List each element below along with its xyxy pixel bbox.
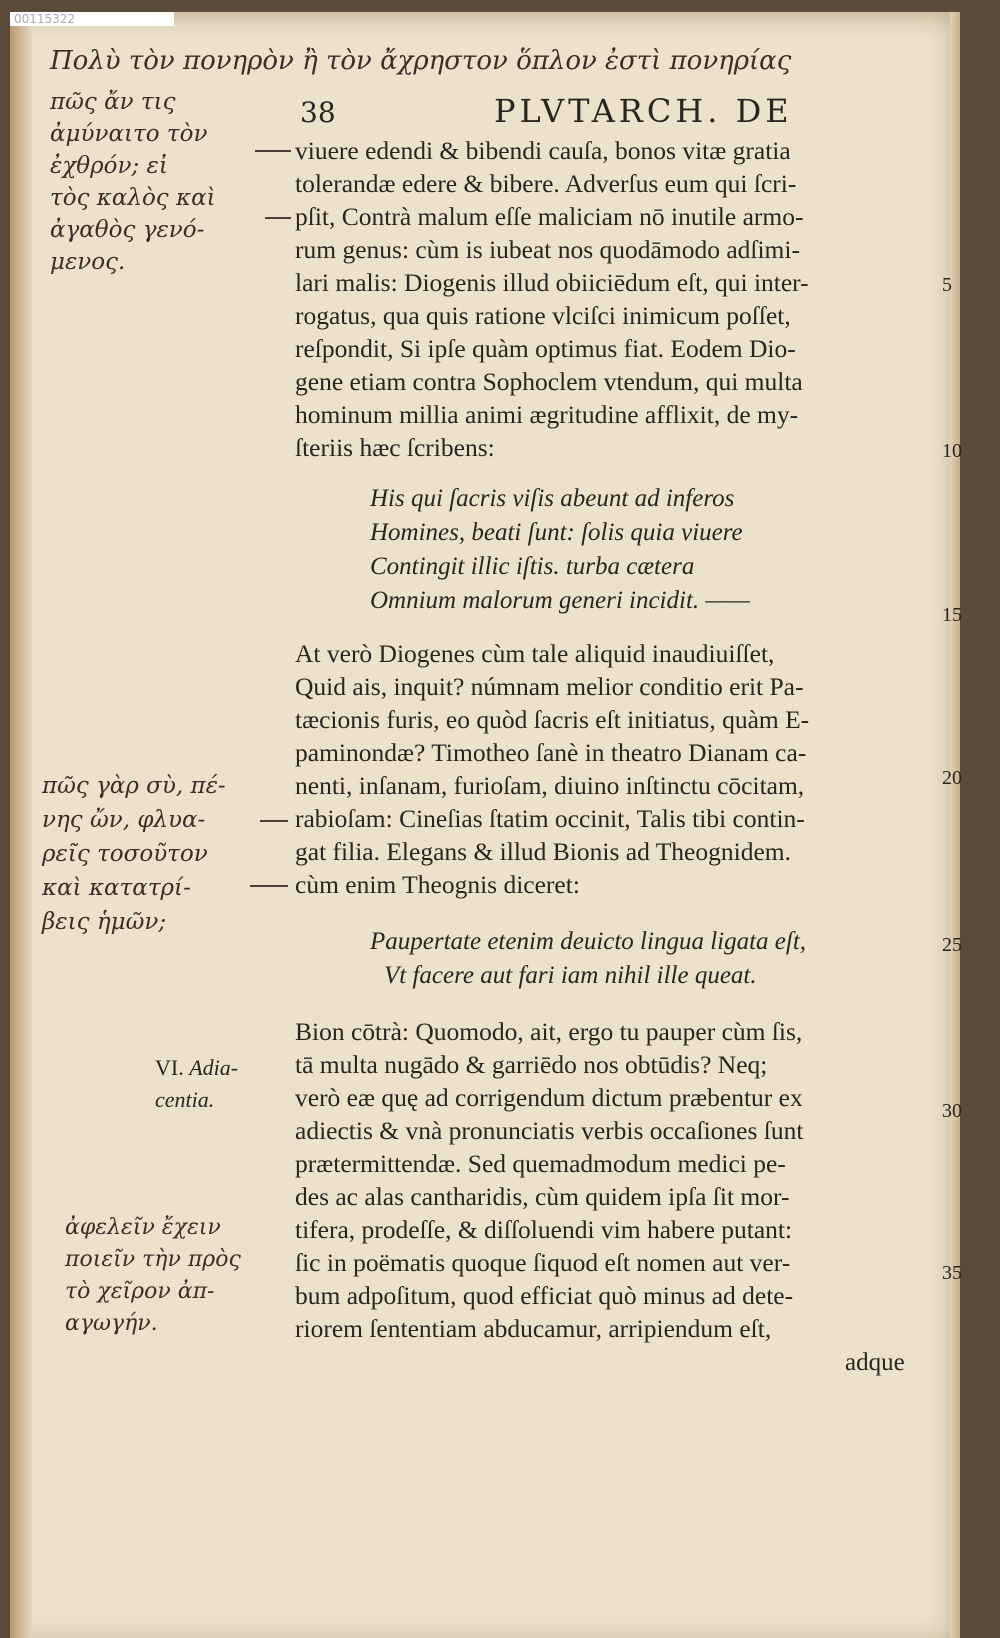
manuscript-note-left-3 [65, 1212, 241, 1340]
page-edge [950, 12, 960, 1638]
text-line: hominum millia animi ægritudine afflixit, de my- [295, 400, 799, 429]
note-line: ἀμύναιτο τὸν [50, 121, 208, 147]
text-line: gene etiam contra Sophoclem vtendum, qui multa [295, 367, 803, 396]
note-line: τὸ χεῖρον ἀπ- [65, 1279, 215, 1304]
note-line: μενος. [50, 249, 126, 275]
paragraph-2 [295, 637, 940, 901]
book-page [10, 12, 960, 1638]
note-line: ἀγαθὸς γενό- [50, 217, 205, 243]
text-line: nenti, inſanam, furioſam, diuino inſtinctu cōcitam, [295, 771, 805, 800]
text-line: Bion cōtrà: Quomodo, ait, ergo tu pauper cùm ſis, [295, 1017, 803, 1046]
paragraph-1 [295, 134, 940, 464]
verse-quotation-2 [370, 925, 806, 993]
text-line: gat filia. Elegans & illud Bionis ad Theognidem. [295, 837, 791, 866]
running-head: PLVTARCH. DE [494, 92, 793, 130]
manuscript-note-left-2 [42, 769, 226, 939]
verse-line: Paupertate etenim deuicto lingua ligata eſt, [370, 928, 807, 955]
verse-line: His qui ſacris viſis abeunt ad inferos [370, 485, 735, 512]
note-line: αγωγήν. [65, 1311, 158, 1336]
catalog-label: 00115322 [10, 12, 174, 26]
line-number: 35 [942, 1262, 962, 1284]
catchword: adque [845, 1349, 905, 1376]
text-line: Quid ais, inquit? númnam melior conditio erit Pa- [295, 672, 804, 701]
text-line: verò eæ quę ad corrigendum dictum præbentur ex [295, 1083, 803, 1112]
side-heading-label-a: Adia- [189, 1055, 239, 1080]
text-line: bum adpoſitum, quod efficiat quò minus ad dete- [295, 1281, 794, 1310]
note-line: τὸς καλὸς καὶ [50, 185, 216, 211]
side-heading-label-b: centia. [155, 1087, 215, 1112]
text-line: rogatus, qua quis ratione vlciſci inimicum poſſet, [295, 301, 791, 330]
line-number: 5 [942, 274, 952, 296]
note-line: ποιεῖν τὴν πρὸς [65, 1247, 241, 1272]
text-line: paminondæ? Timotheo ſanè in theatro Dianam ca- [295, 738, 807, 767]
text-line: pſit, Contrà malum eſſe maliciam nō inutile armo- [295, 202, 804, 231]
manuscript-note-top: Πολὺ τὸν πονηρὸν ἢ τὸν ἄχρηστον ὅπλον ἐστὶ πονηρίας [50, 46, 792, 76]
note-line: βεις ἡμῶν; [42, 909, 167, 935]
text-line: viuere edendi & bibendi cauſa, bonos vitæ gratia [295, 136, 791, 165]
text-line: tifera, prodeſſe, & diſſoluendi vim habere putant: [295, 1215, 793, 1244]
note-line: νης ὤν, φλυα- [42, 807, 206, 833]
text-line: prætermittendæ. Sed quemadmodum medici pe- [295, 1149, 786, 1178]
text-line: rabioſam: Cineſias ſtatim occinit, Talis tibi contin- [295, 804, 805, 833]
line-number: 10 [942, 440, 962, 462]
line-number: 15 [942, 604, 962, 626]
page-number: 38 [300, 96, 336, 129]
text-line: adiectis & vnà pronunciatis verbis occaſiones ſunt [295, 1116, 804, 1145]
note-line: ἀφελεῖν ἔχειν [65, 1215, 221, 1240]
line-number: 25 [942, 934, 962, 956]
verse-quotation-1 [370, 482, 750, 618]
text-line: tæcionis furis, eo quòd ſacris eſt initiatus, quàm E- [295, 705, 810, 734]
text-line: lari malis: Diogenis illud obiiciēdum eſt, qui inter- [295, 268, 809, 297]
note-connector [255, 150, 291, 152]
text-line: reſpondit, Si ipſe quàm optimus fiat. Eodem Dio- [295, 334, 796, 363]
text-line: At verò Diogenes cùm tale aliquid inaudiuiſſet, [295, 639, 775, 668]
side-heading-number: VI. [155, 1055, 184, 1080]
text-line: rum genus: cùm is iubeat nos quodāmodo adſimi- [295, 235, 800, 264]
page-header [10, 92, 960, 132]
verse-line: Vt facere aut fari iam nihil ille queat. [384, 962, 757, 989]
note-connector [250, 885, 288, 887]
text-line: cùm enim Theognis diceret: [295, 870, 580, 899]
note-connector [260, 820, 288, 822]
paragraph-3 [295, 1015, 940, 1345]
verse-line: Homines, beati ſunt: ſolis quia viuere [370, 519, 743, 546]
text-line: tolerandæ edere & bibere. Adverſus eum qui ſcri- [295, 169, 797, 198]
binding-gutter [10, 12, 32, 1638]
line-number: 20 [942, 767, 962, 789]
text-line: des ac alas cantharidis, cùm quidem ipſa ſit mor- [295, 1182, 790, 1211]
side-heading [155, 1052, 238, 1116]
text-line: riorem ſententiam abducamur, arripiendum eſt, [295, 1314, 772, 1343]
text-line: tā multa nugādo & garriēdo nos obtūdis? Neq; [295, 1050, 768, 1079]
note-connector [265, 217, 291, 219]
note-line: ἐχθρόν; εἰ [50, 153, 168, 179]
note-line: πῶς ἄν τις [50, 89, 176, 115]
text-line: ſic in poëmatis quoque ſiquod eſt nomen aut ver- [295, 1248, 791, 1277]
note-line: ρεῖς τοσοῦτον [42, 841, 208, 867]
verse-line: Omnium malorum generi incidit. —— [370, 587, 750, 614]
note-line: πῶς γὰρ σὺ, πέ- [42, 773, 226, 799]
note-line: καὶ κατατρί- [42, 875, 191, 901]
verse-line: Contingit illic iſtis. turba cætera [370, 553, 695, 580]
text-line: ſteriis hæc ſcribens: [295, 433, 495, 462]
line-number: 30 [942, 1100, 962, 1122]
